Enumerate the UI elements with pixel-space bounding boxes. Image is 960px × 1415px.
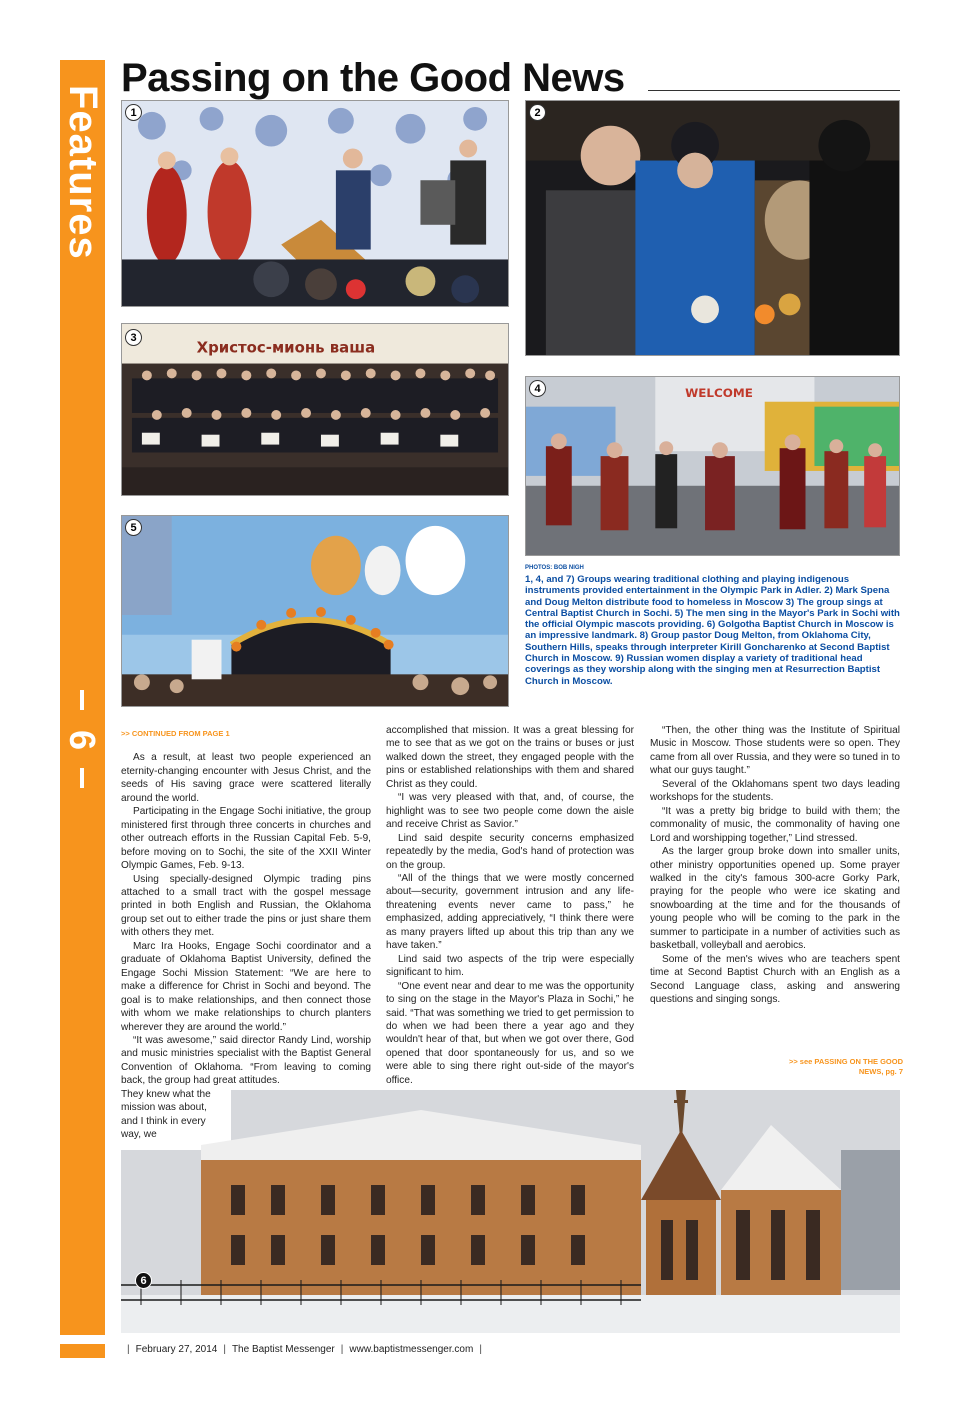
paragraph: Marc Ira Hooks, Engage Sochi coordinator and a graduate of Oklahoma Baptist University, defined the Engage Sochi Mission Statement: “We are here to make a difference for Christ in Sochi and beyond. The goal is to make relationships, and then connect those with whom we make relationships to church planters wherever they are around the world.”: [121, 940, 371, 1033]
photo-number-badge: 6: [135, 1272, 152, 1289]
photo-food-distribution: [525, 100, 900, 356]
paragraph: “I was very pleased with that, and, of course, the highlight was to see two people come down the aisle and receive Christ as Savior.”: [386, 792, 634, 831]
photo-number-badge: 2: [529, 104, 546, 121]
photo-mascots-stage: [121, 515, 509, 707]
paragraph: “One event near and dear to me was the opportunity to sing on the stage in the Mayor's Plaza in Sochi,” he said. “That was something we tried to get permission to do when we had been there a year ago and they wouldn't hear of that, but when we got over there, God opened that door spontaneously for us, and so we were able to sing there right out-side of the mayor's office.: [386, 980, 634, 1086]
footer-separator: |: [479, 1344, 482, 1355]
publication-name: The Baptist Messenger: [231, 1344, 335, 1355]
paragraph: “Then, the other thing was the Institute of Spiritual Music in Moscow. Those students were so open. They came from all over Russia, and they were so tuned in to what our guys taught.”: [650, 725, 900, 777]
paragraph: They knew what the mission was about, and I think in every way, we: [121, 1089, 211, 1141]
continued-label: >> CONTINUED FROM PAGE 1: [121, 729, 230, 738]
page-footer: [121, 1344, 488, 1355]
photo-number-badge: 3: [125, 329, 142, 346]
article-column-3: [650, 724, 900, 1007]
page-number-rule-bottom: [80, 768, 84, 788]
photo-credit: PHOTOS: BOB NIGH: [525, 565, 584, 571]
continued-reference: >> see PASSING ON THE GOOD NEWS, pg. 7: [788, 1057, 903, 1076]
footer-accent-bar: [60, 1344, 105, 1358]
choir-banner-text: Христос-мионь ваша: [196, 338, 376, 357]
paragraph: As a result, at least two people experienced an eternity-changing encounter with Jesus Christ, and the seeds of His saving grace were scattered literally around the world.: [121, 752, 371, 804]
paragraph: “All of the things that we were mostly concerned about—security, government intrusion and any life-threatening events never came to pass,” he emphasized, adding appreciatively, “I think there were as many prayers lifted up about this trip than any we have taken.”: [386, 872, 634, 952]
headline: Passing on the Good News: [121, 56, 625, 100]
article-column-1: [121, 727, 371, 1088]
paragraph: Lind said two aspects of the trip were especially significant to him.: [386, 953, 634, 979]
issue-date: February 27, 2014: [135, 1344, 218, 1355]
footer-separator: |: [340, 1344, 344, 1355]
welcome-sign-text: WELCOME: [685, 385, 753, 400]
paragraph: “It was a pretty big bridge to build with them; the commonality of music, the commonality of having one Lord and worshipping together,” Lind stressed.: [650, 805, 900, 844]
photo-number-badge: 4: [529, 380, 546, 397]
photo-number-badge: 1: [125, 104, 142, 121]
photo-number-badge: 5: [125, 519, 142, 536]
website-link[interactable]: www.baptistmessenger.com: [349, 1344, 474, 1355]
paragraph: accomplished that mission. It was a great blessing for me to see that as we got on the trains or buses or just walked down the street, they engaged people with the pins or established relationships with them and shared Christ as they could.: [386, 725, 634, 790]
photo-choir: [121, 323, 509, 496]
photo-church-building: [121, 1090, 900, 1333]
headline-rule: [648, 90, 900, 91]
section-label: Features: [61, 84, 105, 260]
paragraph: As the larger group broke down into smaller units, other ministry opportunities opened up. Some prayer walked in the city's famous 300-acre Gorky Park, praying for the people who were ice skating and snowboarding at the time and for the thousands of young people who will be coming to the park in the summer to participate in a number of activities such as basketball, volleyball and aerobics.: [650, 846, 900, 952]
photo-olympic-park: [525, 376, 900, 556]
paragraph: Using specially-designed Olympic trading pins attached to a small tract with the gospel message printed in both English and Russian, the Oklahoma group set out to either trade the pins or just share them with others they met.: [121, 873, 371, 939]
paragraph: Participating in the Engage Sochi initiative, the group ministered first through three concerts in churches and other outreach efforts in the Russian Capital Feb. 5-9, before moving on to Sochi, the site of the XXII Winter Olympic Games, Feb. 9-13.: [121, 806, 371, 872]
article-column-2: [386, 724, 634, 1087]
paragraph: Several of the Oklahomans spent two days leading workshops for the students.: [650, 778, 900, 804]
paragraph: Lind said despite security concerns emphasized repeatedly by the media, God's hand of protection was on the group.: [386, 832, 634, 871]
paragraph: “It was awesome,” said director Randy Lind, worship and music ministries specialist with the Baptist General Convention of Oklahoma. “From leaving to coming back, the group had great attitudes.: [121, 1034, 371, 1087]
photo-folk-musicians: [121, 100, 509, 307]
footer-separator: |: [223, 1344, 226, 1355]
page-number: 6: [62, 729, 103, 751]
paragraph: Some of the men's wives who are teachers spent time at Second Baptist Church with an English as a Second Language class, asking and answering questions and singing songs.: [650, 953, 900, 1006]
footer-separator: |: [127, 1344, 130, 1355]
photo-caption: 1, 4, and 7) Groups wearing traditional clothing and playing indigenous instruments provided entertainment in the Olympic Park in Adler. 2) Mark Spena and Doug Melton distribute food to homeless in Moscow 3) The group sings at Central Baptist Church in Sochi. 5) The men sing in the Mayor's Park in Sochi with the official Olympic mascots providing. 6) Golgotha Baptist Church in Moscow is an impressive landmark. 8) Group pastor Doug Melton, from Oklahoma City, Southern Hills, speaks through interpreter Kirill Goncharenko at Second Baptist Church in Moscow. 9) Russian women display a variety of traditional head coverings as they worship along with the singing men at Resurrection Baptist Church in Moscow.: [525, 574, 900, 687]
